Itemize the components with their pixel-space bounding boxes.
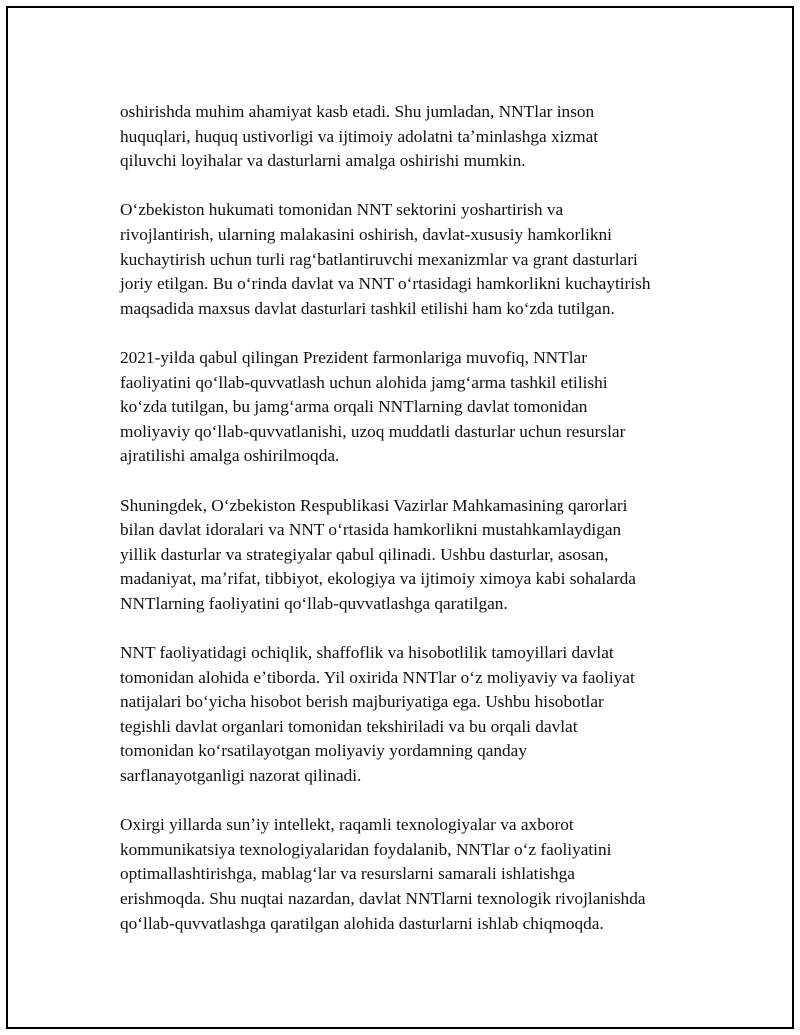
text-line: qiluvchi loyihalar va dasturlarni amalga oshirishi mumkin. bbox=[120, 151, 526, 171]
text-line: Shuningdek, Oʻzbekiston Respublikasi Vazirlar Mahkamasining qarorlari bbox=[120, 495, 628, 515]
text-line: NNTlarning faoliyatini qoʻllab-quvvatlashga qaratilgan. bbox=[120, 593, 508, 613]
text-line: joriy etilgan. Bu oʻrinda davlat va NNT oʻrtasidagi hamkorlikni kuchaytirish bbox=[120, 274, 651, 294]
text-line: yillik dasturlar va strategiyalar qabul qilinadi. Ushbu dasturlar, asosan, bbox=[120, 544, 609, 564]
text-line: ajratilishi amalga oshirilmoqda. bbox=[120, 446, 340, 466]
text-line: NNT faoliyatidagi ochiqlik, shaffoflik va hisobotlilik tamoyillari davlat bbox=[120, 643, 614, 663]
paragraph-2 bbox=[120, 198, 710, 321]
text-line: natijalari boʻyicha hisobot berish majburiyatiga ega. Ushbu hisobotlar bbox=[120, 692, 604, 712]
text-line: tegishli davlat organlari tomonidan tekshiriladi va bu orqali davlat bbox=[120, 716, 578, 736]
text-line: kuchaytirish uchun turli ragʻbatlantiruvchi mexanizmlar va grant dasturlari bbox=[120, 249, 638, 269]
text-line: maqsadida maxsus davlat dasturlari tashkil etilishi ham koʻzda tutilgan. bbox=[120, 298, 615, 318]
paragraph-3 bbox=[120, 346, 710, 469]
text-line: sarflanayotganligi nazorat qilinadi. bbox=[120, 766, 362, 786]
text-line: kommunikatsiya texnologiyalaridan foydalanib, NNTlar oʻz faoliyatini bbox=[120, 839, 612, 859]
text-line: moliyaviy qoʻllab-quvvatlanishi, uzoq muddatli dasturlar uchun resurslar bbox=[120, 421, 626, 441]
paragraph-6 bbox=[120, 813, 710, 936]
page-frame bbox=[6, 6, 794, 1029]
text-line: bilan davlat idoralari va NNT oʻrtasida hamkorlikni mustahkamlaydigan bbox=[120, 520, 622, 540]
text-line: oshirishda muhim ahamiyat kasb etadi. Shu jumladan, NNTlar inson bbox=[120, 102, 595, 121]
text-line: tomonidan alohida eʼtiborda. Yil oxirida NNTlar oʻz moliyaviy va faoliyat bbox=[120, 667, 635, 687]
paragraph-5 bbox=[120, 641, 710, 789]
document-body bbox=[120, 100, 710, 961]
paragraph-1 bbox=[120, 100, 710, 174]
text-line: Oxirgi yillarda sunʼiy intellekt, raqamli texnologiyalar va axborot bbox=[120, 815, 574, 835]
text-line: optimallashtirishga, mablagʻlar va resurslarni samarali ishlatishga bbox=[120, 864, 575, 884]
text-line: faoliyatini qoʻllab-quvvatlash uchun alohida jamgʻarma tashkil etilishi bbox=[120, 372, 608, 392]
text-line: koʻzda tutilgan, bu jamgʻarma orqali NNTlarning davlat tomonidan bbox=[120, 397, 588, 417]
text-line: qoʻllab-quvvatlashga qaratilgan alohida dasturlarni ishlab chiqmoqda. bbox=[120, 913, 604, 933]
paragraph-4 bbox=[120, 494, 710, 617]
text-line: rivojlantirish, ularning malakasini oshirish, davlat-xususiy hamkorlikni bbox=[120, 224, 612, 244]
text-line: 2021-yilda qabul qilingan Prezident farmonlariga muvofiq, NNTlar bbox=[120, 347, 587, 367]
text-line: erishmoqda. Shu nuqtai nazardan, davlat NNTlarni texnologik rivojlanishda bbox=[120, 889, 646, 908]
text-line: Oʻzbekiston hukumati tomonidan NNT sektorini yoshartirish va bbox=[120, 200, 564, 220]
text-line: tomonidan koʻrsatilayotgan moliyaviy yordamning qanday bbox=[120, 741, 527, 761]
text-line: huquqlari, huquq ustivorligi va ijtimoiy adolatni taʼminlashga xizmat bbox=[120, 126, 599, 146]
text-line: madaniyat, maʼrifat, tibbiyot, ekologiya va ijtimoiy ximoya kabi sohalarda bbox=[120, 569, 636, 589]
